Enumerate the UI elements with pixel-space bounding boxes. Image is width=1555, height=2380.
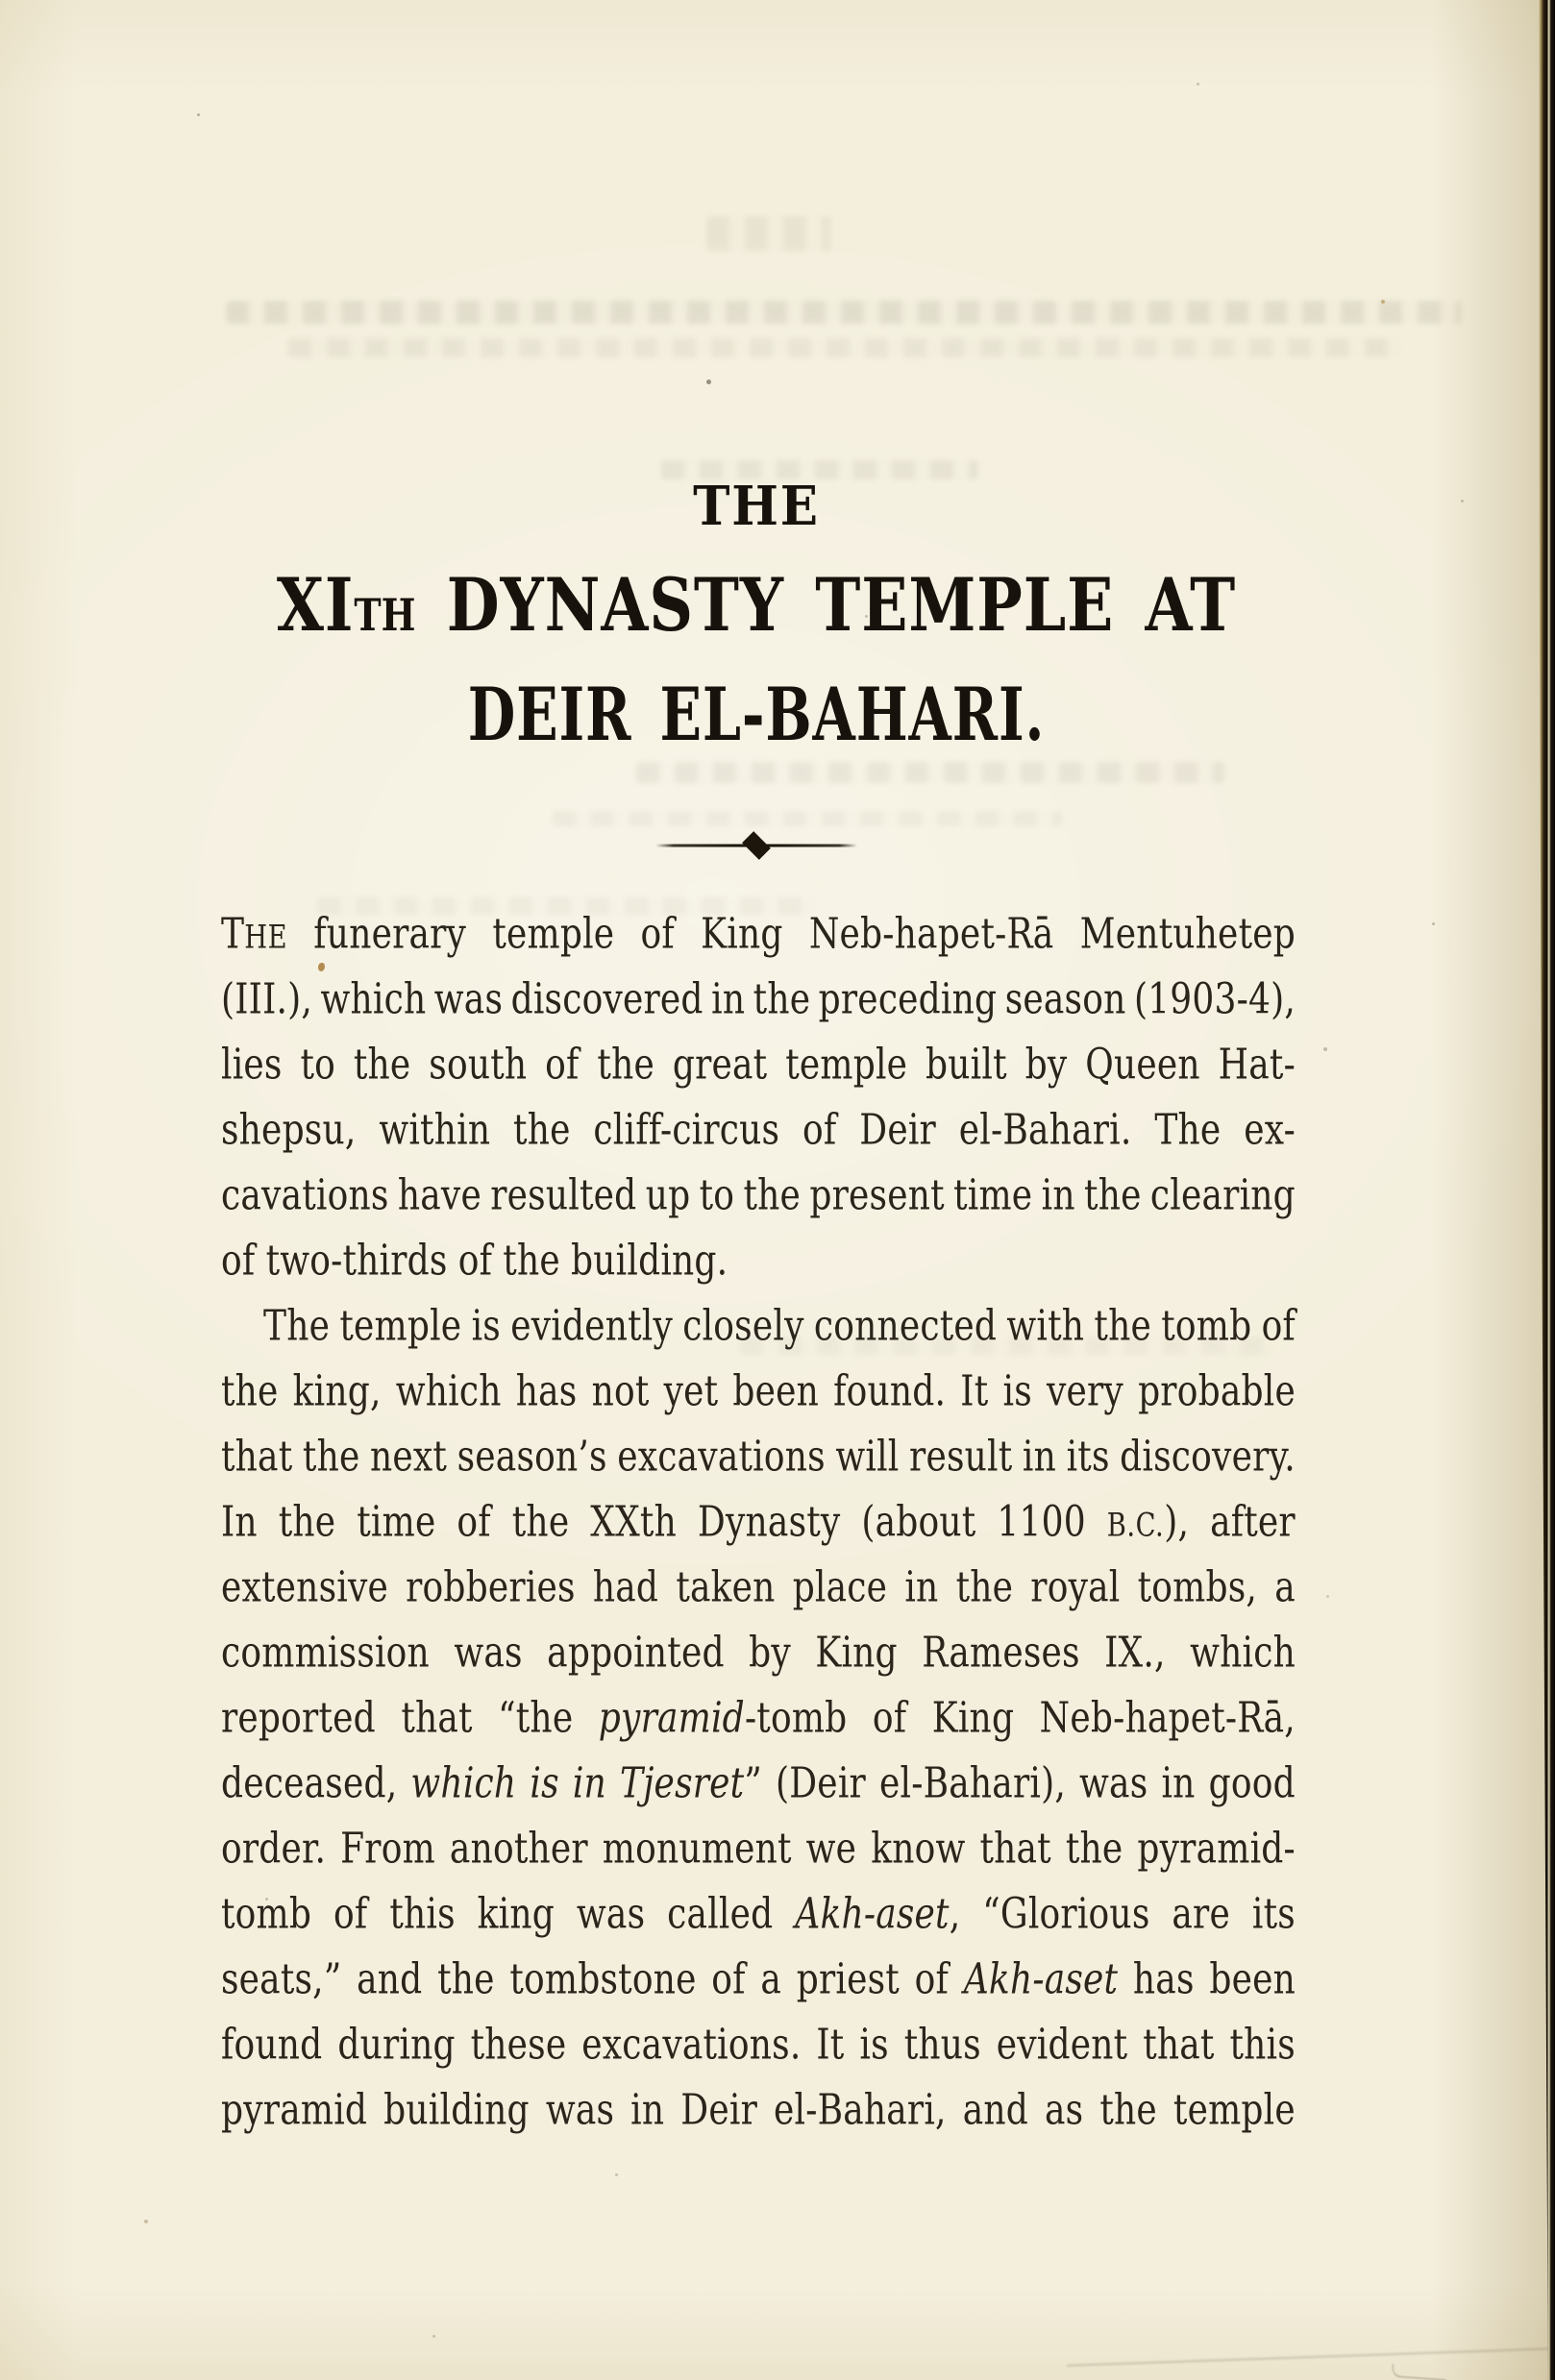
word: in: [630, 2086, 665, 2135]
word: Hat-: [1218, 1041, 1296, 1090]
word: tombstone: [509, 1955, 697, 2004]
ghost-showthrough-page-number: [706, 216, 831, 251]
word: in: [711, 975, 746, 1024]
word: THE: [221, 910, 288, 959]
word: of: [872, 1694, 907, 1743]
word: two-thirds: [265, 1237, 448, 1286]
word: time: [953, 1171, 1033, 1220]
word: Neb-hapet-Rā: [808, 910, 1054, 959]
word: preceding: [818, 975, 998, 1024]
word: this: [389, 1890, 456, 1939]
chapter-kicker: THE: [693, 475, 820, 538]
word: another: [449, 1825, 588, 1874]
paper-speck: [197, 113, 200, 116]
word: King: [931, 1694, 1015, 1743]
word: (III.),: [221, 975, 313, 1024]
word: have: [397, 1171, 481, 1220]
title-roman-numeral: XI: [276, 562, 355, 649]
word: and: [962, 2086, 1028, 2135]
word: It: [816, 2021, 845, 2070]
word: excavations.: [581, 2021, 802, 2070]
word: Neb-hapet-Rā,: [1039, 1694, 1296, 1743]
word: royal: [1030, 1563, 1121, 1612]
word: Deir: [680, 2086, 757, 2135]
word: found: [221, 2021, 323, 2070]
word: which: [395, 1367, 502, 1416]
word: great: [672, 1041, 768, 1090]
paper-speck: [1326, 1595, 1329, 1598]
word: taken: [676, 1563, 776, 1612]
word: Deir: [859, 1106, 936, 1155]
word: was: [545, 2086, 615, 2135]
word: of: [914, 1955, 950, 2004]
word: the: [1094, 1302, 1151, 1351]
word: the: [278, 1498, 336, 1547]
word: 1100: [997, 1498, 1086, 1547]
word: king,: [292, 1367, 382, 1416]
word: a: [1274, 1563, 1296, 1612]
word: “the: [498, 1694, 574, 1743]
word: of: [545, 1041, 580, 1090]
word: connected: [813, 1302, 998, 1351]
word: which: [410, 1759, 517, 1808]
word: temple: [339, 1302, 462, 1351]
word: that: [221, 1433, 293, 1482]
word: ex-: [1244, 1106, 1296, 1155]
word: which: [1190, 1629, 1296, 1678]
word: order.: [221, 1825, 327, 1874]
word: was: [454, 1629, 523, 1678]
paper-speck: [1323, 1047, 1327, 1051]
word: was: [576, 1890, 646, 1939]
word: (1903-4),: [1133, 975, 1296, 1024]
word: in: [572, 1759, 606, 1808]
word: deceased,: [221, 1759, 398, 1808]
paper-speck: [432, 2335, 435, 2338]
word: reported: [221, 1694, 376, 1743]
paper-speck: [144, 2220, 148, 2223]
word: seats,”: [221, 1955, 342, 2004]
word: extensive: [221, 1563, 388, 1612]
word: season’s: [457, 1433, 607, 1482]
word: to: [300, 1041, 336, 1090]
word: the: [513, 1106, 571, 1155]
word: el-Bahari),: [879, 1759, 1066, 1808]
word: Tjesret”: [619, 1759, 762, 1808]
paper-crease-mark: [1392, 2364, 1447, 2380]
word: season: [1004, 975, 1126, 1024]
word: the: [1084, 1171, 1142, 1220]
word: (Deir: [776, 1759, 866, 1808]
word: its: [1251, 1890, 1296, 1939]
word: are: [1172, 1890, 1230, 1939]
word: up: [645, 1171, 691, 1220]
word: clearing: [1149, 1171, 1296, 1220]
word: building: [383, 2086, 530, 2135]
scan-edge-shadow: [1539, 0, 1555, 2380]
word: shepsu,: [221, 1106, 357, 1155]
word: tomb: [1161, 1302, 1252, 1351]
word: Queen: [1085, 1041, 1200, 1090]
word: was: [1079, 1759, 1148, 1808]
word: the: [1099, 2086, 1157, 2135]
title-rest: DYNASTY TEMPLE AT: [415, 562, 1237, 649]
word: these: [470, 2021, 567, 2070]
paper-speck: [706, 380, 711, 384]
word: cliff-circus: [593, 1106, 780, 1155]
word: after: [1210, 1498, 1296, 1547]
word: priest: [796, 1955, 900, 2004]
word: el-Bahari,: [773, 2086, 947, 2135]
word: the: [353, 1041, 411, 1090]
word: that: [1143, 2021, 1215, 2070]
word: the: [221, 1367, 279, 1416]
word: excavations: [617, 1433, 826, 1482]
word: The: [263, 1302, 331, 1351]
word: Akh-aset: [963, 1955, 1119, 2004]
word: of: [640, 910, 675, 959]
word: the: [511, 1498, 570, 1547]
text-block: [221, 902, 1296, 2144]
word: IX.,: [1104, 1629, 1166, 1678]
word: is: [859, 2021, 889, 2070]
ghost-showthrough-line: [226, 301, 1461, 324]
word: cavations: [221, 1171, 389, 1220]
word: will: [835, 1433, 900, 1482]
word: and: [357, 1955, 423, 2004]
word: of: [457, 1237, 493, 1286]
word: good: [1208, 1759, 1296, 1808]
word: by: [1024, 1041, 1068, 1090]
word: called: [667, 1890, 774, 1939]
word: is: [471, 1302, 501, 1351]
paper-speck: [1381, 300, 1385, 304]
word: funerary: [313, 910, 467, 959]
word: the: [955, 1563, 1014, 1612]
word: temple: [1172, 2086, 1296, 2135]
word: as: [1045, 2086, 1084, 2135]
word: has: [515, 1367, 578, 1416]
word: Dynasty: [697, 1498, 841, 1547]
divider-ornament: [655, 834, 857, 857]
word: King: [815, 1629, 898, 1678]
word: pyramid: [221, 2086, 368, 2135]
word: with: [1006, 1302, 1085, 1351]
word: In: [221, 1498, 258, 1547]
text-line: [221, 2072, 1296, 2151]
word: of: [457, 1498, 491, 1547]
word: south: [429, 1041, 528, 1090]
word: el-Bahari.: [958, 1106, 1132, 1155]
word: resulted: [490, 1171, 637, 1220]
word: (about: [861, 1498, 976, 1547]
word: temple: [785, 1041, 908, 1090]
word: its: [1066, 1433, 1110, 1482]
word: King: [701, 910, 783, 959]
word: discovered: [510, 975, 703, 1024]
diamond-ornament-icon: [742, 831, 771, 860]
word: thus: [903, 2021, 981, 2070]
word: temple: [492, 910, 615, 959]
word: in: [1161, 1759, 1196, 1808]
word: Akh-aset,: [795, 1890, 961, 1939]
paper-speck: [1461, 500, 1464, 503]
word: we: [805, 1825, 857, 1874]
page-title-line-1: [257, 562, 1256, 649]
paper-speck: [1432, 922, 1435, 925]
word: not: [591, 1367, 650, 1416]
word: a: [760, 1955, 782, 2004]
word: had: [592, 1563, 659, 1612]
word: XXth: [590, 1498, 677, 1547]
word: present: [809, 1171, 945, 1220]
word: closely: [682, 1302, 804, 1351]
word: lies: [221, 1041, 283, 1090]
word: found.: [833, 1367, 947, 1416]
title-ordinal-suffix: TH: [354, 589, 416, 641]
word: Rameses: [922, 1629, 1080, 1678]
word: Mentuhetep: [1079, 910, 1296, 959]
word: in: [1041, 1171, 1075, 1220]
word: in: [1022, 1433, 1057, 1482]
word: the: [743, 1171, 802, 1220]
word: pyramid-: [1137, 1825, 1296, 1874]
word: built: [926, 1041, 1007, 1090]
word: very: [1046, 1367, 1123, 1416]
word: It: [960, 1367, 989, 1416]
word: know: [871, 1825, 966, 1874]
word: the: [597, 1041, 654, 1090]
word: next: [370, 1433, 448, 1482]
word: that: [401, 1694, 473, 1743]
word: of: [333, 1890, 368, 1939]
word: result: [909, 1433, 1013, 1482]
paper-speck: [1197, 83, 1199, 86]
word: is: [1002, 1367, 1032, 1416]
word: evident: [996, 2021, 1128, 2070]
word: evidently: [510, 1302, 673, 1351]
paper-crease: [1067, 2347, 1555, 2367]
word: been: [732, 1367, 820, 1416]
word: probable: [1138, 1367, 1296, 1416]
word: the: [302, 1433, 360, 1482]
word: “Glorious: [982, 1890, 1150, 1939]
page-title-line-2: DEIR EL-BAHARI.: [467, 672, 1046, 758]
ghost-showthrough-line: [636, 762, 1224, 783]
word: the: [1065, 1825, 1123, 1874]
word: of: [711, 1955, 746, 2004]
word: is: [530, 1759, 559, 1808]
word: tombs,: [1137, 1563, 1258, 1612]
word: that: [979, 1825, 1051, 1874]
word: the: [503, 1237, 560, 1286]
word: of: [1261, 1302, 1296, 1351]
word: discovery.: [1120, 1433, 1296, 1482]
word: of: [221, 1237, 256, 1286]
ghost-showthrough-line: [553, 811, 1062, 826]
word: From: [340, 1825, 435, 1874]
word: building.: [571, 1237, 728, 1286]
word: in: [904, 1563, 939, 1612]
word: monument: [602, 1825, 792, 1874]
word: king: [477, 1890, 555, 1939]
word: within: [379, 1106, 491, 1155]
paper-speck: [615, 2173, 618, 2176]
word: pyramid-tomb: [598, 1694, 848, 1743]
word: been: [1209, 1955, 1296, 2004]
word: during: [337, 2021, 456, 2070]
word: which: [320, 975, 427, 1024]
word: this: [1229, 2021, 1296, 2070]
word: commission: [221, 1629, 430, 1678]
ghost-showthrough-line: [288, 338, 1403, 357]
word: yet: [663, 1367, 719, 1416]
word: the: [753, 975, 811, 1024]
section-divider: [219, 834, 1294, 857]
word: place: [792, 1563, 888, 1612]
word: the: [437, 1955, 495, 2004]
word: to: [699, 1171, 735, 1220]
word: appointed: [547, 1629, 725, 1678]
word: was: [433, 975, 504, 1024]
word: robberies: [406, 1563, 576, 1612]
word: has: [1132, 1955, 1195, 2004]
word: time: [357, 1498, 436, 1547]
word: of: [802, 1106, 837, 1155]
word: tomb: [221, 1890, 312, 1939]
word: The: [1154, 1106, 1222, 1155]
word: by: [749, 1629, 791, 1678]
word: B.C.),: [1106, 1498, 1190, 1547]
